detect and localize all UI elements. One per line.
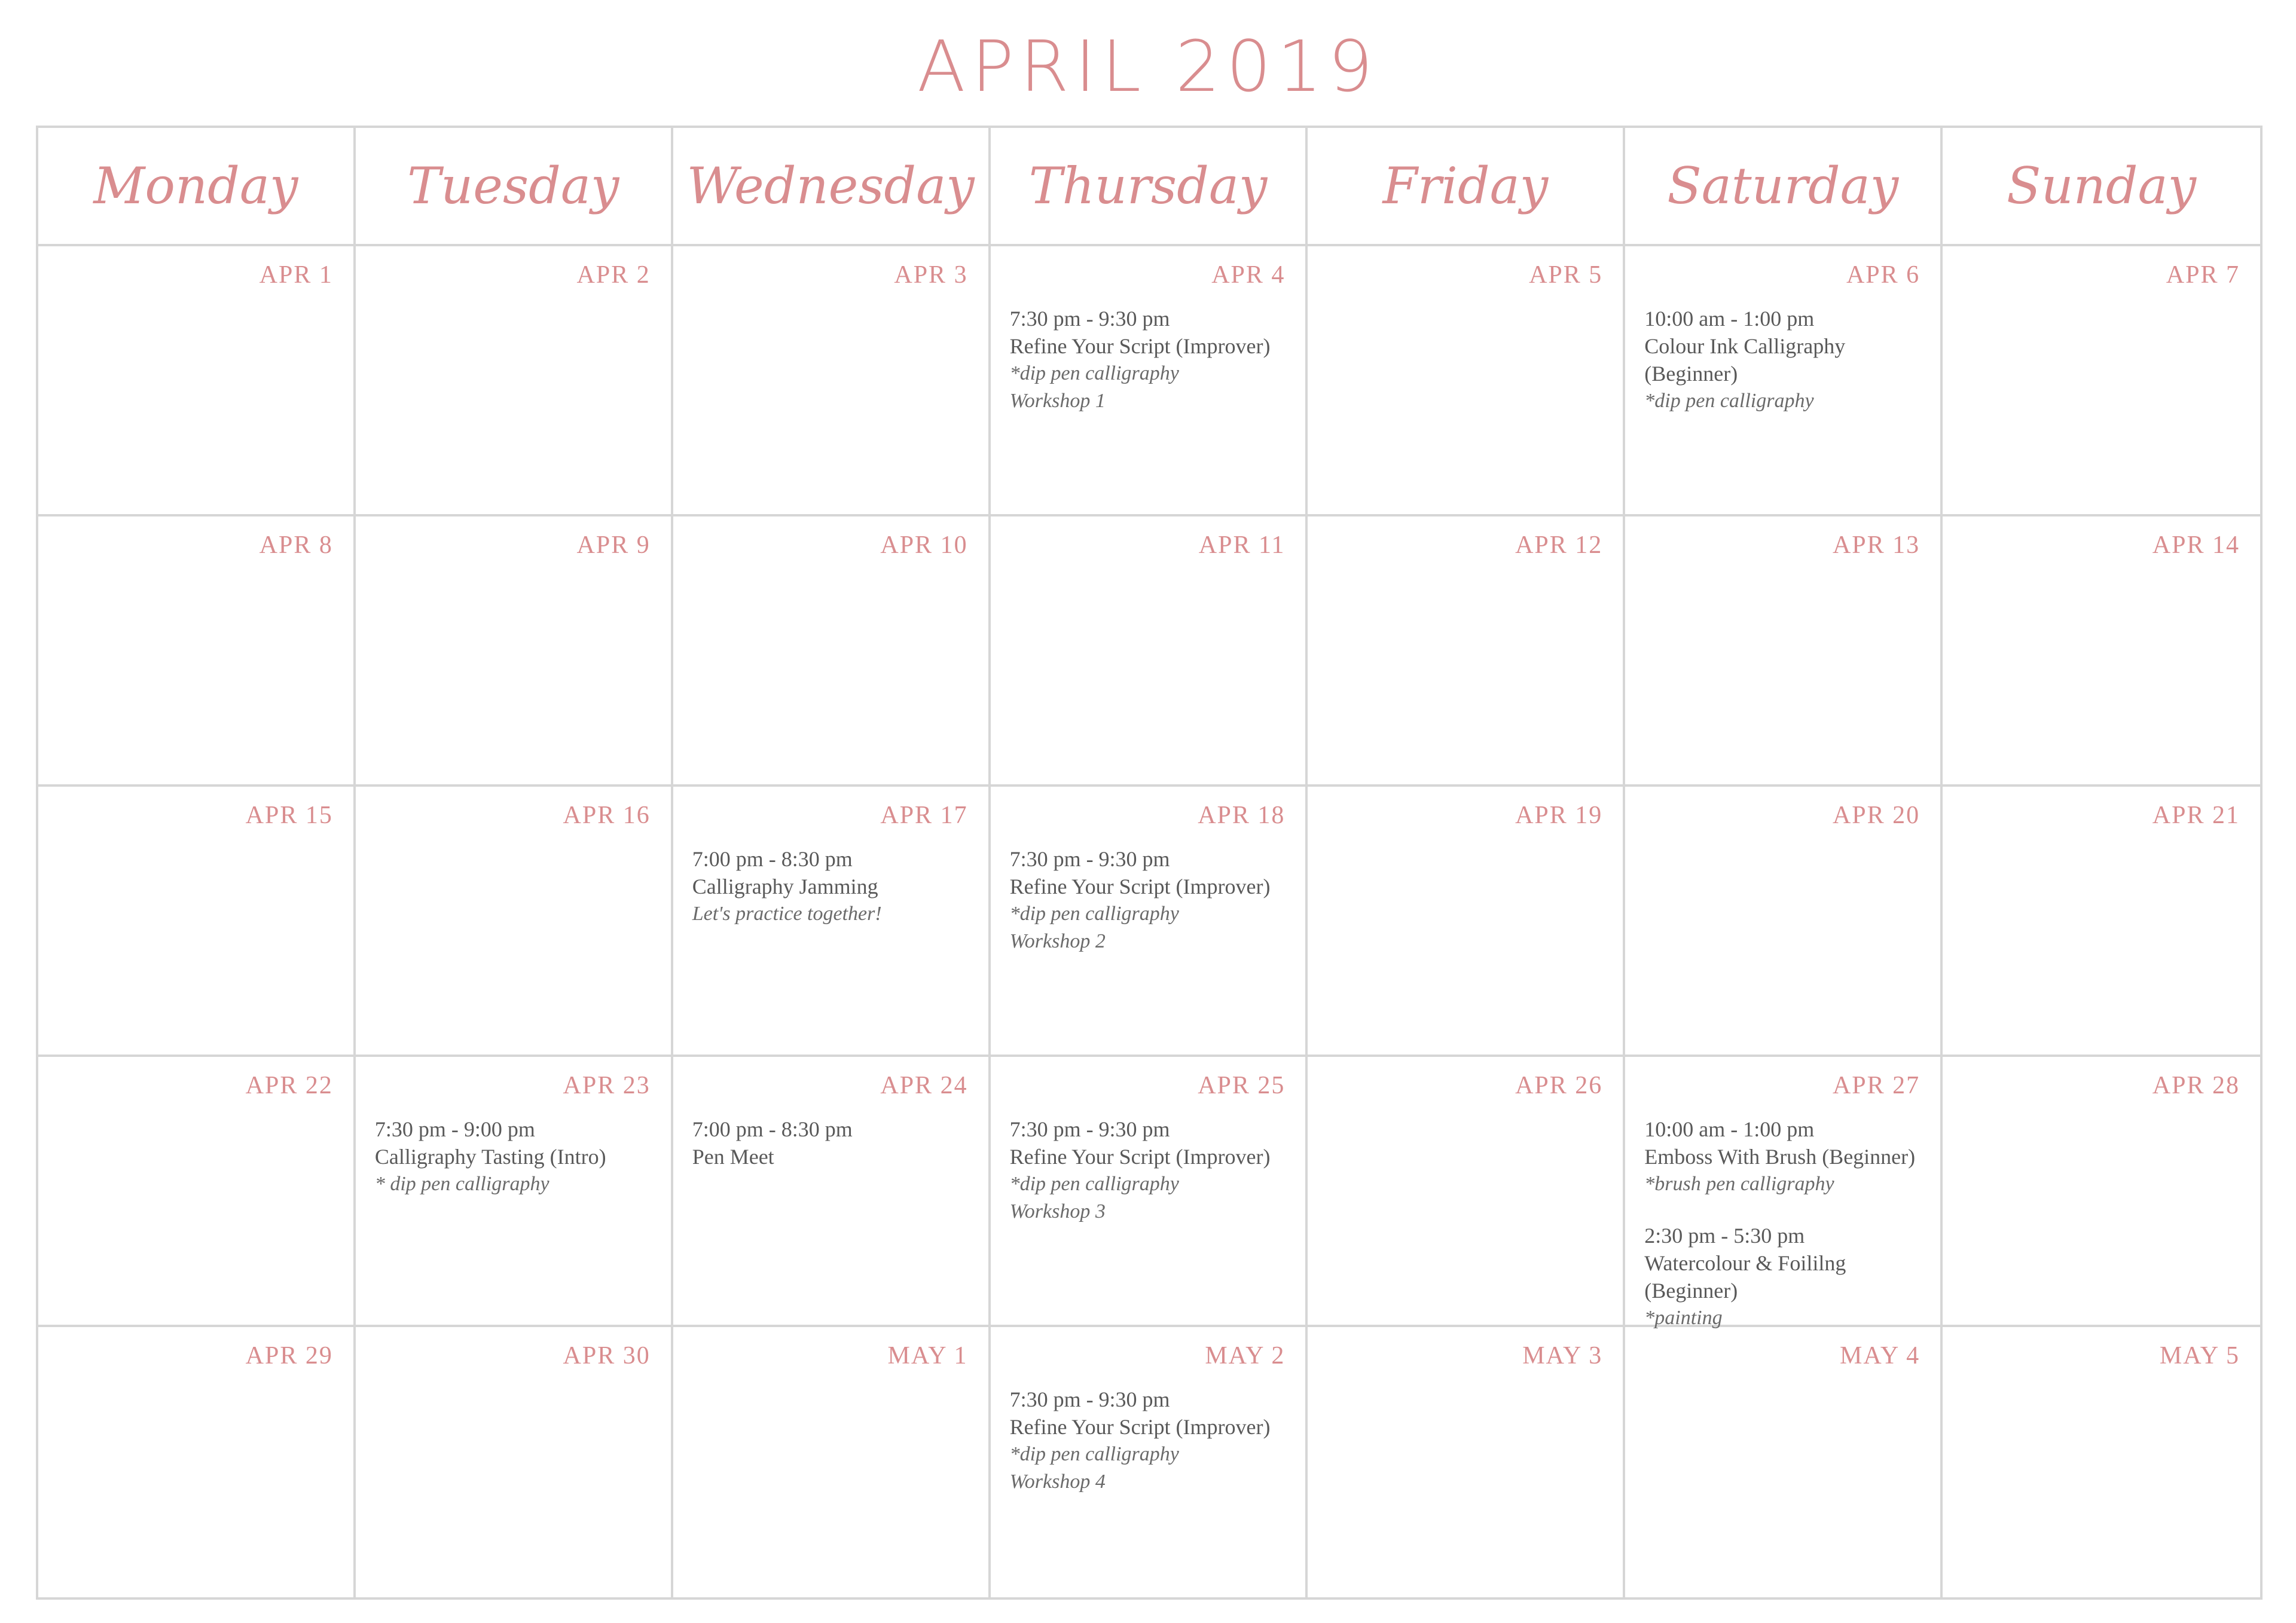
event-list bbox=[1010, 1386, 1294, 1520]
day-cell[interactable] bbox=[356, 787, 673, 1057]
day-date: APR 16 bbox=[563, 802, 651, 829]
event-list bbox=[1010, 305, 1294, 439]
day-cell[interactable] bbox=[991, 516, 1308, 787]
day-date: APR 23 bbox=[563, 1072, 651, 1099]
event-note: Workshop 4 bbox=[1009, 1471, 1106, 1493]
day-date: APR 11 bbox=[1198, 531, 1286, 559]
calendar-grid bbox=[36, 126, 2263, 1600]
day-cell[interactable] bbox=[1943, 1327, 2260, 1597]
day-cell[interactable] bbox=[1308, 1327, 1625, 1597]
event-note: *painting bbox=[1644, 1307, 1723, 1329]
day-cell[interactable] bbox=[1308, 516, 1625, 787]
event-title: Calligraphy Jamming bbox=[692, 875, 878, 898]
day-date: MAY 2 bbox=[1205, 1342, 1286, 1370]
day-date: APR 1 bbox=[259, 261, 333, 289]
day-date: APR 27 bbox=[1832, 1072, 1921, 1099]
event-note: Workshop 3 bbox=[1009, 1200, 1106, 1222]
event-list bbox=[692, 845, 976, 952]
day-cell[interactable] bbox=[673, 516, 991, 787]
weekday-thursday: Thursday bbox=[991, 128, 1308, 246]
event-list bbox=[1644, 305, 1928, 439]
day-date: APR 19 bbox=[1515, 802, 1603, 829]
event-item[interactable] bbox=[1644, 1115, 1928, 1198]
event-title: Pen Meet bbox=[692, 1145, 774, 1169]
day-cell[interactable] bbox=[991, 1327, 1308, 1597]
event-item[interactable] bbox=[1010, 845, 1294, 955]
day-cell[interactable] bbox=[991, 246, 1308, 516]
day-date: MAY 4 bbox=[1840, 1342, 1921, 1370]
day-cell[interactable] bbox=[1943, 1057, 2260, 1327]
day-date: APR 13 bbox=[1832, 531, 1921, 559]
event-title: Colour Ink Calligraphy (Beginner) bbox=[1644, 334, 1846, 386]
day-cell[interactable] bbox=[38, 246, 356, 516]
day-date: APR 14 bbox=[2152, 531, 2240, 559]
day-date: APR 18 bbox=[1198, 802, 1286, 829]
event-time: 10:00 am - 1:00 pm bbox=[1644, 1117, 1815, 1141]
day-cell[interactable] bbox=[1943, 516, 2260, 787]
event-list bbox=[1010, 1115, 1294, 1249]
event-item[interactable] bbox=[1010, 1115, 1294, 1225]
day-date: APR 29 bbox=[245, 1342, 333, 1370]
event-note: *dip pen calligraphy bbox=[1009, 362, 1179, 384]
event-item[interactable] bbox=[1644, 1222, 1928, 1332]
day-cell[interactable] bbox=[356, 246, 673, 516]
event-time: 10:00 am - 1:00 pm bbox=[1644, 307, 1815, 331]
day-date: APR 3 bbox=[894, 261, 968, 289]
day-date: MAY 3 bbox=[1522, 1342, 1603, 1370]
day-date: APR 5 bbox=[1529, 261, 1603, 289]
day-date: APR 24 bbox=[880, 1072, 968, 1099]
day-date: APR 20 bbox=[1832, 802, 1921, 829]
day-cell[interactable] bbox=[1625, 1057, 1943, 1327]
weekday-wednesday: Wednesday bbox=[673, 128, 991, 246]
event-title: Refine Your Script (Improver) bbox=[1009, 875, 1271, 898]
day-cell[interactable] bbox=[38, 787, 356, 1057]
event-time: 7:30 pm - 9:30 pm bbox=[1009, 307, 1170, 331]
day-date: APR 30 bbox=[563, 1342, 651, 1370]
event-note: *dip pen calligraphy bbox=[1009, 1173, 1179, 1195]
event-list bbox=[692, 1115, 976, 1194]
day-date: APR 17 bbox=[880, 802, 968, 829]
day-date: APR 10 bbox=[880, 531, 968, 559]
day-cell[interactable] bbox=[1308, 246, 1625, 516]
event-note: Let's practice together! bbox=[692, 903, 882, 925]
weekday-sunday: Sunday bbox=[1943, 128, 2260, 246]
day-date: APR 2 bbox=[576, 261, 651, 289]
day-date: APR 28 bbox=[2152, 1072, 2240, 1099]
day-cell[interactable] bbox=[1625, 516, 1943, 787]
event-title: Refine Your Script (Improver) bbox=[1009, 1145, 1271, 1169]
event-note: *dip pen calligraphy bbox=[1009, 903, 1179, 925]
event-item[interactable] bbox=[692, 845, 976, 928]
event-title: Refine Your Script (Improver) bbox=[1009, 1415, 1271, 1439]
event-item[interactable] bbox=[1010, 1386, 1294, 1496]
day-date: APR 21 bbox=[2152, 802, 2240, 829]
weekday-monday: Monday bbox=[38, 128, 356, 246]
event-note: *dip pen calligraphy bbox=[1644, 390, 1814, 412]
day-date: APR 12 bbox=[1515, 531, 1603, 559]
day-date: APR 26 bbox=[1515, 1072, 1603, 1099]
day-cell[interactable] bbox=[1625, 246, 1943, 516]
weekday-tuesday: Tuesday bbox=[356, 128, 673, 246]
event-item[interactable] bbox=[1644, 305, 1928, 415]
event-list bbox=[1010, 845, 1294, 979]
day-cell[interactable] bbox=[356, 1057, 673, 1327]
event-note: *dip pen calligraphy bbox=[1009, 1443, 1179, 1465]
day-cell[interactable] bbox=[1308, 787, 1625, 1057]
day-date: APR 4 bbox=[1211, 261, 1286, 289]
day-cell[interactable] bbox=[38, 1057, 356, 1327]
event-item[interactable] bbox=[1010, 305, 1294, 415]
day-cell[interactable] bbox=[1943, 787, 2260, 1057]
day-cell[interactable] bbox=[673, 1057, 991, 1327]
event-item[interactable] bbox=[375, 1115, 659, 1198]
day-cell[interactable] bbox=[673, 1327, 991, 1597]
day-date: MAY 1 bbox=[887, 1342, 968, 1370]
day-cell[interactable] bbox=[356, 1327, 673, 1597]
day-cell[interactable] bbox=[673, 246, 991, 516]
weekday-saturday: Saturday bbox=[1625, 128, 1943, 246]
event-note: * dip pen calligraphy bbox=[374, 1173, 549, 1195]
event-title: Emboss With Brush (Beginner) bbox=[1644, 1145, 1916, 1169]
day-cell[interactable] bbox=[1943, 246, 2260, 516]
event-note: *brush pen calligraphy bbox=[1644, 1173, 1834, 1195]
event-title: Calligraphy Tasting (Intro) bbox=[374, 1145, 606, 1169]
day-date: APR 8 bbox=[259, 531, 333, 559]
event-time: 7:30 pm - 9:30 pm bbox=[1009, 1117, 1170, 1141]
event-note: Workshop 2 bbox=[1009, 930, 1106, 952]
day-date: APR 25 bbox=[1198, 1072, 1286, 1099]
event-title: Refine Your Script (Improver) bbox=[1009, 334, 1271, 358]
day-cell[interactable] bbox=[38, 1327, 356, 1597]
day-date: APR 6 bbox=[1846, 261, 1921, 289]
event-time: 2:30 pm - 5:30 pm bbox=[1644, 1224, 1805, 1248]
event-list bbox=[1644, 1115, 1928, 1356]
event-time: 7:00 pm - 8:30 pm bbox=[692, 1117, 853, 1141]
event-time: 7:30 pm - 9:30 pm bbox=[1009, 847, 1170, 871]
day-cell[interactable] bbox=[38, 516, 356, 787]
day-cell[interactable] bbox=[991, 787, 1308, 1057]
day-cell[interactable] bbox=[1308, 1057, 1625, 1327]
event-title: Watercolour & Foililng (Beginner) bbox=[1644, 1251, 1846, 1303]
day-cell[interactable] bbox=[356, 516, 673, 787]
event-note: Workshop 1 bbox=[1009, 390, 1106, 412]
weekday-friday: Friday bbox=[1308, 128, 1625, 246]
day-date: MAY 5 bbox=[2159, 1342, 2240, 1370]
event-time: 7:30 pm - 9:30 pm bbox=[1009, 1387, 1170, 1411]
event-time: 7:30 pm - 9:00 pm bbox=[374, 1117, 535, 1141]
event-item[interactable] bbox=[692, 1115, 976, 1170]
day-cell[interactable] bbox=[1625, 787, 1943, 1057]
event-list bbox=[375, 1115, 659, 1222]
calendar-title: APRIL 2019 bbox=[917, 25, 1379, 108]
day-date: APR 22 bbox=[245, 1072, 333, 1099]
day-cell[interactable] bbox=[673, 787, 991, 1057]
day-cell[interactable] bbox=[991, 1057, 1308, 1327]
event-time: 7:00 pm - 8:30 pm bbox=[692, 847, 853, 871]
day-date: APR 9 bbox=[576, 531, 651, 559]
day-cell[interactable] bbox=[1625, 1327, 1943, 1597]
day-date: APR 15 bbox=[245, 802, 333, 829]
day-date: APR 7 bbox=[2166, 261, 2240, 289]
